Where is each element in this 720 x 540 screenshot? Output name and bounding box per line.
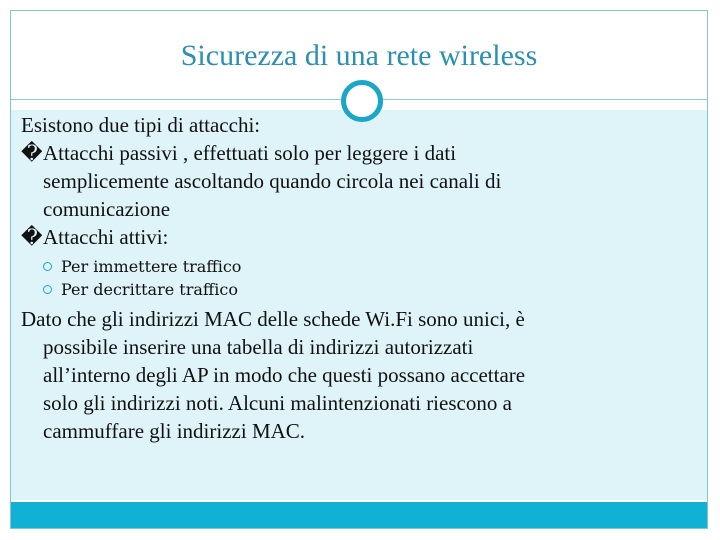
circle-bullet-icon: [43, 285, 52, 294]
passive-line-3: comunicazione: [43, 197, 171, 221]
bullet-glyph-icon: �: [21, 141, 43, 165]
closing-line-4: solo gli indirizzi noti. Alcuni malintenzionati riescono a: [43, 391, 512, 415]
intro-text: Esistono due tipi di attacchi:: [21, 113, 261, 137]
title-divider-right: [381, 99, 526, 100]
closing-line-2: possibile inserire una tabella di indirizzi autorizzati: [43, 335, 474, 359]
active-label: Attacchi attivi:: [43, 225, 169, 249]
footer-bar: [11, 502, 707, 528]
circle-bullet-icon: [43, 262, 52, 271]
bullet-passive: [21, 139, 686, 167]
passive-line-1: Attacchi passivi , effettuati solo per leggere i dati: [43, 141, 457, 165]
slide-body: [21, 111, 686, 445]
sub-item-label: Per immettere traffico: [61, 257, 242, 276]
title-divider-left: [11, 99, 341, 100]
sub-item-decrypt: [21, 278, 686, 301]
sub-item-inject: [21, 255, 686, 278]
slide-title: Sicurezza di una rete wireless: [180, 39, 538, 72]
title-divider-right-end: [526, 99, 707, 100]
bullet-glyph-icon: �: [21, 225, 43, 249]
closing-line-3: all’interno degli AP in modo che questi possano accettare: [43, 363, 526, 387]
bullet-active: [21, 223, 686, 251]
passive-line-2: semplicemente ascoltando quando circola nei canali di: [43, 169, 502, 193]
closing-line-5: cammuffare gli indirizzi MAC.: [43, 419, 306, 443]
sub-item-label: Per decrittare traffico: [61, 280, 238, 299]
closing-line-1: Dato che gli indirizzi MAC delle schede Wi.Fi sono unici, è: [21, 307, 525, 331]
